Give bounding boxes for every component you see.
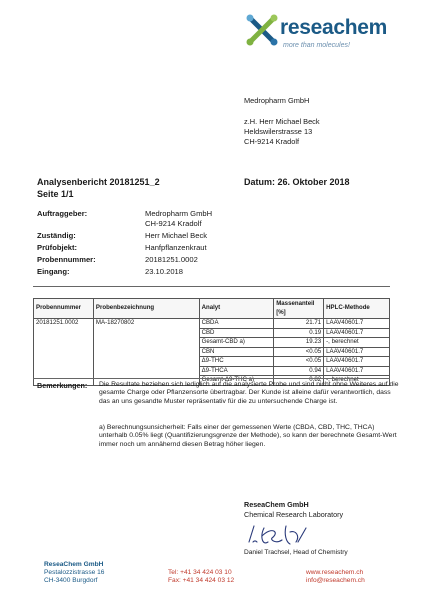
detail-value-responsible: Herr Michael Beck — [145, 231, 208, 240]
logo-tagline: more than molecules! — [283, 42, 350, 49]
logo-text: reseachem — [280, 16, 388, 39]
cell-method: LAAV40601.7 — [324, 357, 390, 367]
cell-method: LAAV40601.7 — [324, 366, 390, 376]
recipient-line-2: Heldswilerstrasse 13 — [244, 127, 313, 136]
detail-label-client: Auftraggeber: — [37, 209, 88, 218]
cell-sample-name: MA-18270802 — [93, 319, 199, 386]
cell-method: -, berechnet — [324, 376, 390, 386]
report-date: Datum: 26. Oktober 2018 — [244, 177, 350, 187]
cell-value: <0.05 — [274, 357, 324, 367]
divider — [33, 378, 390, 379]
cell-method: LAAV40601.7 — [324, 347, 390, 357]
remarks-label: Bemerkungen: — [37, 381, 88, 390]
detail-label-sample-number: Probennummer: — [37, 255, 96, 264]
remarks-paragraph-2: a) Berechnungsunsicherheit: Falls einer der gemessenen Werte (CBDA, CBD, THC, THCA) unterhalb 0.05% liegt (Quantifizierungsgrenze der Methode), so kann der berechnete Gesamt-Wert immer noch um annähernd diesen Betrag höher liegen. — [99, 424, 397, 448]
cell-analyte: Δ9-THCA — [199, 366, 274, 376]
results-table — [33, 298, 390, 386]
table-header-row — [34, 299, 390, 319]
signature-signer: Daniel Trachsel, Head of Chemistry — [244, 549, 348, 556]
cell-method: -, berechnet — [324, 338, 390, 348]
detail-value-sample-number: 20181251.0002 — [145, 255, 198, 264]
cell-analyte: Gesamt-CBD a) — [199, 338, 274, 348]
detail-value-test-object: Hanfpflanzenkraut — [145, 243, 207, 252]
detail-value-client-city: CH-9214 Kradolf — [145, 219, 202, 228]
col-header-sample-name: Probenbezeichnung — [93, 299, 199, 319]
remarks-paragraph-1: Die Resultate beziehen sich lediglich auf die analysierte Probe und sind nicht ohne Weiteres auf die gesamte Charge oder Pflanzensorte übertragbar. Der Kunde ist alleine dafür verantwortlich, dass das an uns gesandte Muster repräsentativ für die zu untersuchende Charge ist. — [99, 381, 399, 405]
cell-analyte: CBD — [199, 328, 274, 338]
cell-value: 21.71 — [274, 319, 324, 329]
cell-value: 0.82 — [274, 376, 324, 386]
footer-fax: Fax: +41 34 424 03 12 — [168, 577, 235, 584]
report-title: Analysenbericht 20181251_2 — [37, 177, 160, 187]
handwritten-signature — [246, 522, 336, 548]
footer-tel: Tel: +41 34 424 03 10 — [168, 569, 232, 576]
cell-analyte: CBDA — [199, 319, 274, 329]
cell-method: LAAV40601.7 — [324, 319, 390, 329]
detail-value-received: 23.10.2018 — [145, 267, 184, 276]
divider — [33, 286, 390, 287]
detail-label-received: Eingang: — [37, 267, 70, 276]
recipient-line-3: CH-9214 Kradolf — [244, 137, 300, 146]
col-header-mass-fraction: Massenanteil [%] — [274, 299, 324, 319]
footer-street: Pestalozzistrasse 16 — [44, 569, 105, 576]
detail-label-test-object: Prüfobjekt: — [37, 243, 78, 252]
footer-email-link[interactable]: info@reseachem.ch — [306, 577, 365, 584]
table-row — [34, 319, 390, 329]
footer-city: CH-3400 Burgdorf — [44, 577, 98, 584]
cell-analyte: CBN — [199, 347, 274, 357]
recipient-line-1: z.H. Herr Michael Beck — [244, 117, 320, 126]
detail-label-responsible: Zuständig: — [37, 231, 76, 240]
logo-mark-icon — [244, 12, 280, 48]
signature-company: ReseaChem GmbH — [244, 500, 309, 509]
cell-value: 0.19 — [274, 328, 324, 338]
signature-subtitle: Chemical Research Laboratory — [244, 510, 344, 519]
cell-sample-number: 20181251.0002 — [34, 319, 94, 386]
cell-value: 0.94 — [274, 366, 324, 376]
cell-value: <0.05 — [274, 347, 324, 357]
report-page: Seite 1/1 — [37, 189, 74, 199]
cell-analyte: Δ9-THC — [199, 357, 274, 367]
detail-value-client: Medropharm GmbH — [145, 209, 213, 218]
cell-method: LAAV40601.7 — [324, 328, 390, 338]
cell-value: 19.23 — [274, 338, 324, 348]
footer-web-link[interactable]: www.reseachem.ch — [306, 569, 364, 576]
footer-company: ReseaChem GmbH — [44, 561, 104, 568]
cell-analyte: Gesamt-Δ9-THC a) — [199, 376, 274, 386]
col-header-analyte: Analyt — [199, 299, 274, 319]
col-header-method: HPLC-Methode — [324, 299, 390, 319]
recipient-company: Medropharm GmbH — [244, 96, 310, 105]
col-header-sample-number: Probennummer — [34, 299, 94, 319]
